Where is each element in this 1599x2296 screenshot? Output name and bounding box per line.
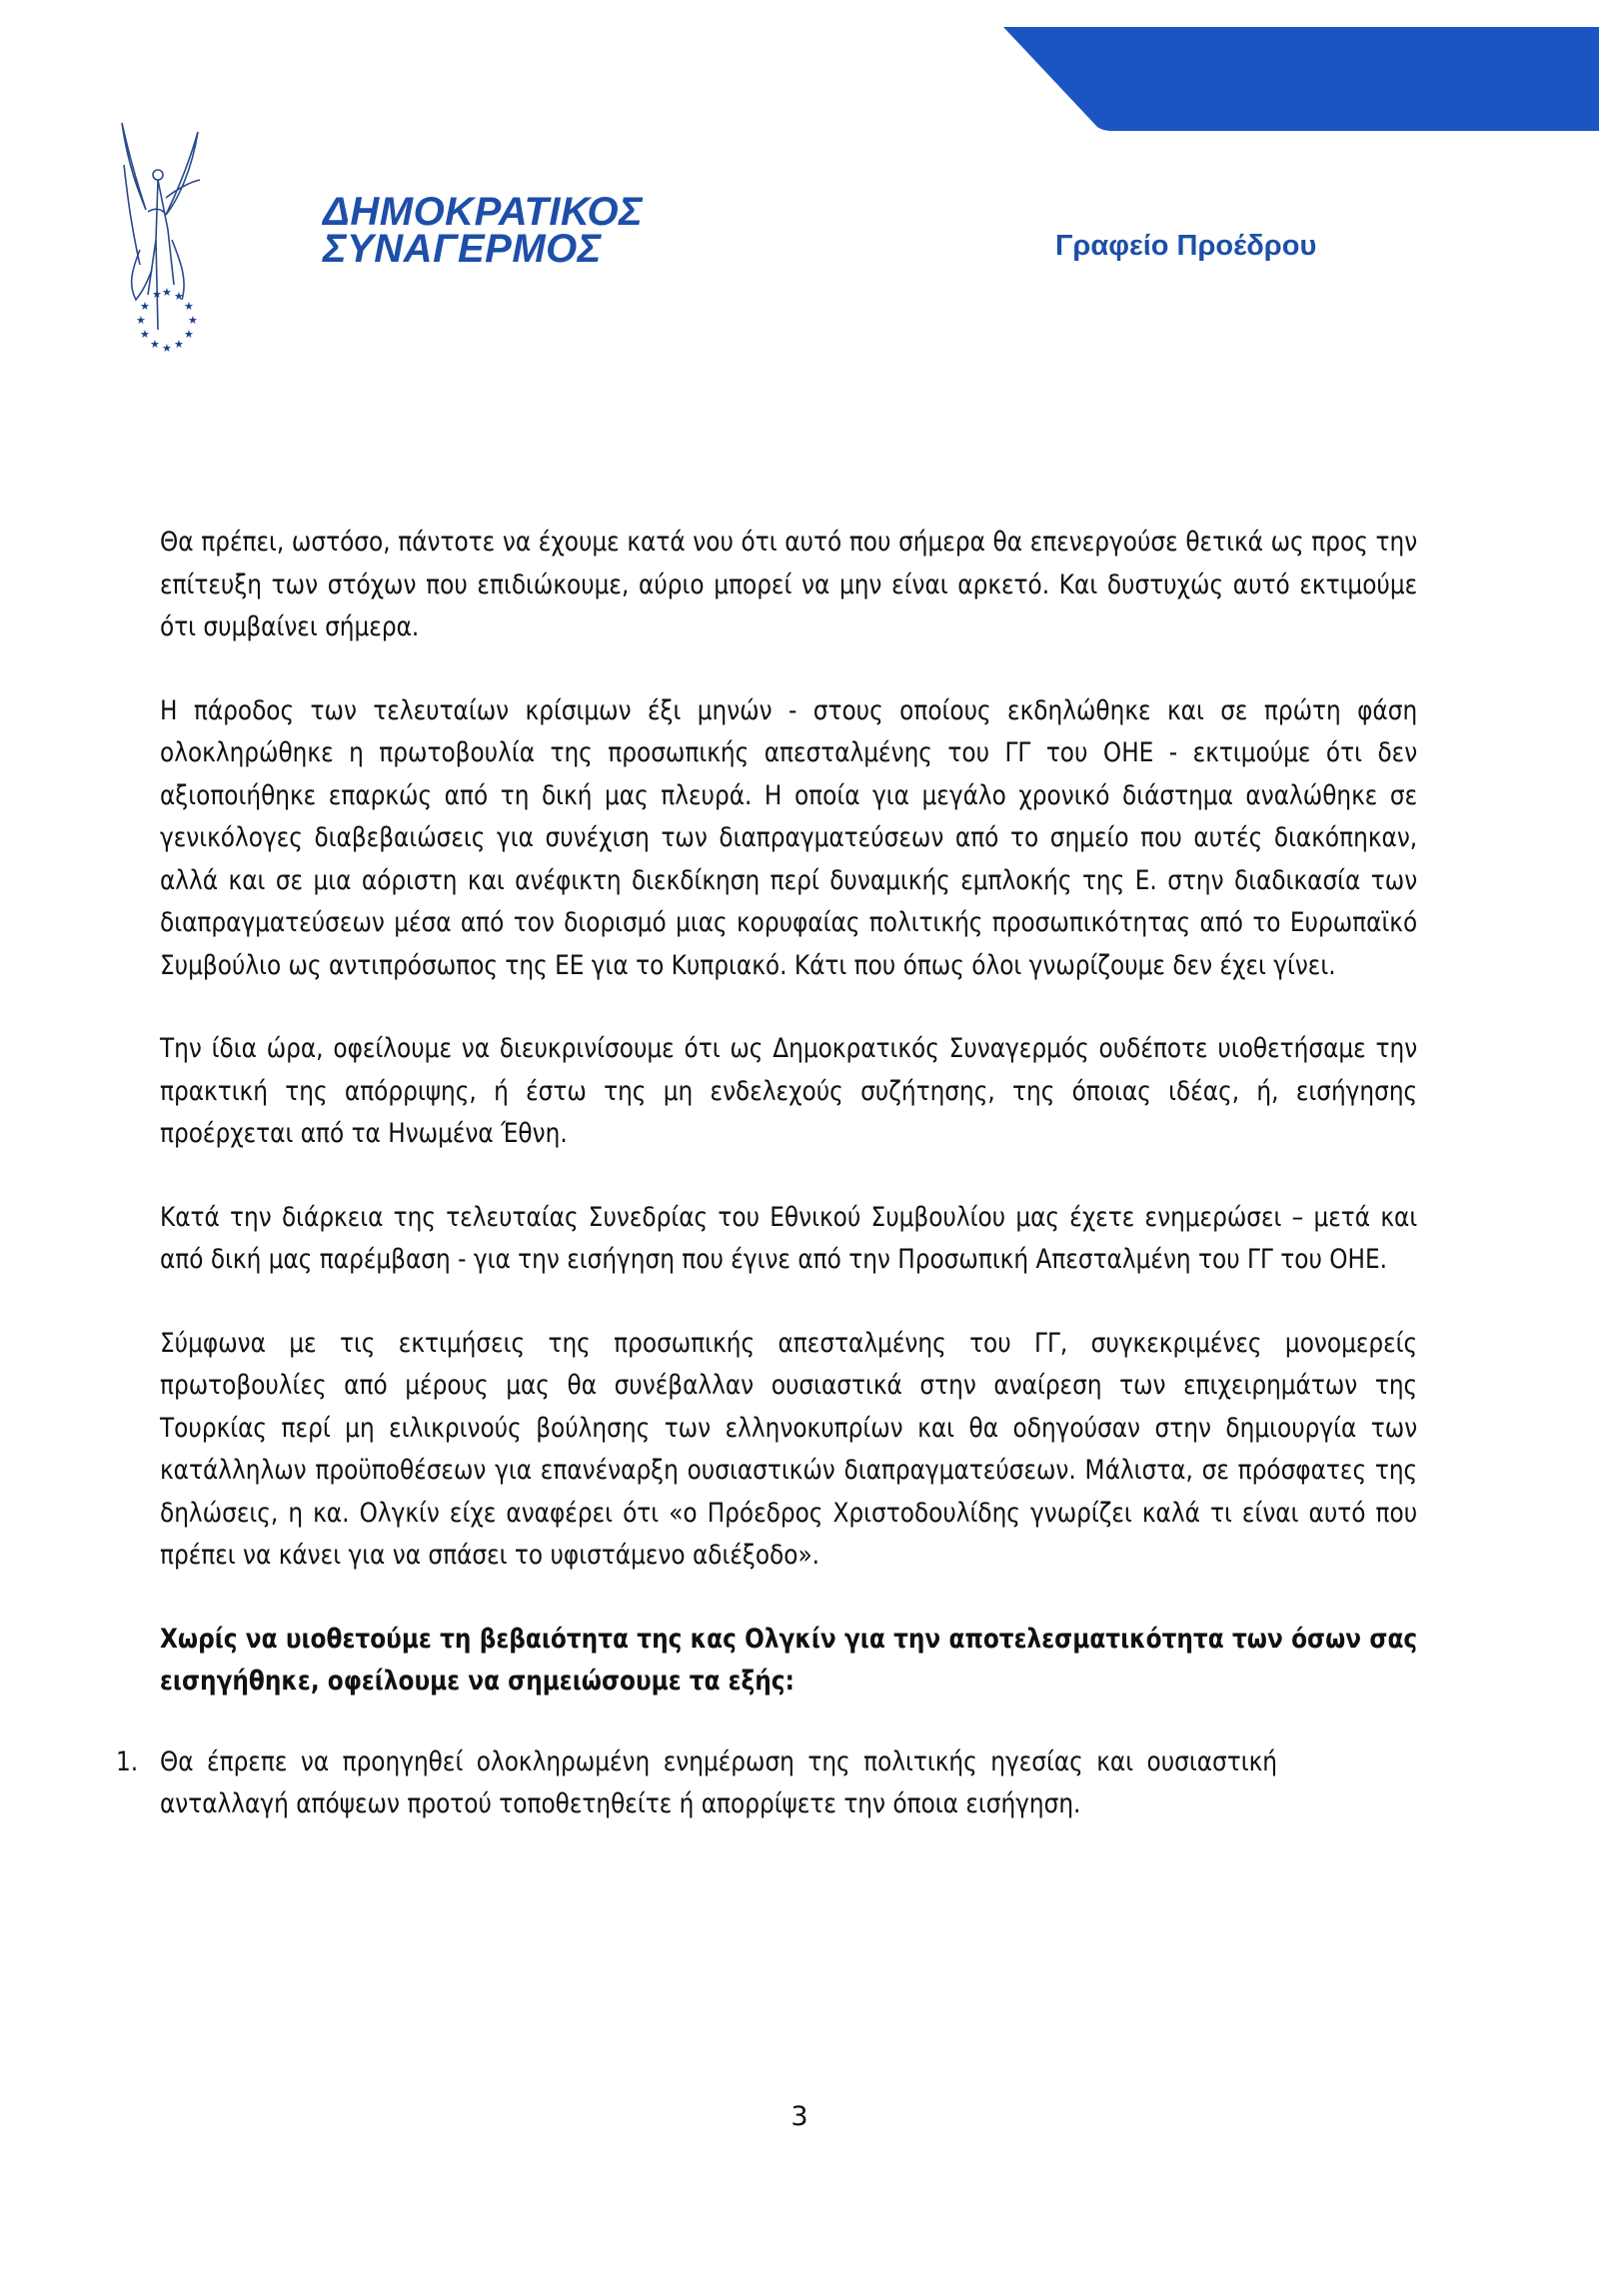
svg-text:★: ★ xyxy=(184,328,194,341)
svg-text:★: ★ xyxy=(188,314,198,327)
bold-heading-paragraph: Χωρίς να υιοθετούμε τη βεβαιότητα της κας Ολγκίν για την αποτελεσματικότητα των όσων σας εισηγήθηκε, οφείλουμε να σημειώσουμε τα εξής: xyxy=(160,1623,1418,1697)
svg-text:★: ★ xyxy=(174,290,184,303)
paragraph: Σύμφωνα με τις εκτιμήσεις της προσωπικής απεσταλμένης του ΓΓ, συγκεκριμένες μονομερείς πρωτοβουλίες από μέρους μας θα συνέβαλλαν ουσιαστικά στην αναίρεση των επιχειρημάτων της Τουρκίας περί μη ειλικρινούς βούλησης των ελληνοκυπρίων και θα οδηγούσαν στην δημιουργία των κατάλληλων προϋποθέσεων για επανέναρξη ουσιαστικών διαπραγματεύσεων. Μάλιστα, σε πρόσφατες της δηλώσεις, η κα. Ολγκίν είχε αναφέρει ότι «ο Πρόεδρος Χριστοδουλίδης γνωρίζει καλά τι είναι αυτό που πρέπει να κάνει για να σπάσει το υφιστάμενο αδιέξοδο». xyxy=(160,1327,1418,1571)
svg-text:★: ★ xyxy=(174,338,184,351)
paragraph: Κατά την διάρκεια της τελευταίας Συνεδρίας του Εθνικού Συμβουλίου μας έχετε ενημερώσει – μετά και από δική μας παρέμβαση - για την εισήγηση που έγινε από την Προσωπική Απεσταλμένη του ΓΓ του ΟΗΕ. xyxy=(160,1201,1418,1275)
svg-text:★: ★ xyxy=(140,328,150,341)
list-item-number: 1. xyxy=(116,1745,139,1777)
office-title: Γραφείο Προέδρου xyxy=(1055,230,1317,262)
paragraph: Η πάροδος των τελευταίων κρίσιμων έξι μηνών - στους οποίους εκδηλώθηκε και σε πρώτη φάση ολοκληρώθηκε η πρωτοβουλία της προσωπικής απεσταλμένης του ΓΓ του ΟΗΕ - εκτιμούμε ότι δεν αξιοποιήθηκε επαρκώς από τη δική μας πλευρά. Η οποία για μεγάλο χρονικό διάστημα αναλώθηκε σε γενικόλογες διαβεβαιώσεις για συνέχιση των διαπραγματεύσεων από το σημείο που αυτές διακόπηκαν, αλλά και σε μια αόριστη και ανέφικτη διεκδίκηση περί δυναμικής εμπλοκής της Ε. στην διαδικασία των διαπραγματεύσεων μέσα από τον διορισμό μιας κορυφαίας πολιτικής προσωπικότητας από το Ευρωπαϊκό Συμβούλιο ως αντιπρόσωπος της ΕΕ για το Κυπριακό. Κάτι που όπως όλοι γνωρίζουμε δεν έχει γίνει. xyxy=(160,694,1418,981)
party-name-line2: ΣΥΝΑΓΕΡΜΟΣ xyxy=(323,227,602,271)
svg-text:★: ★ xyxy=(162,342,172,355)
svg-text:★: ★ xyxy=(140,300,150,313)
party-name-line1: ΔΗΜΟΚΡΑΤΙΚΟΣ xyxy=(323,190,644,234)
winged-victory-logo-icon xyxy=(118,120,210,365)
paragraph: Την ίδια ώρα, οφείλουμε να διευκρινίσουμε ότι ως Δημοκρατικός Συναγερμός ουδέποτε υιοθετήσαμε την πρακτική της απόρριψης, ή έστω της μη ενδελεχούς συζήτησης, της όποιας ιδέας, ή, εισήγησης προέρχεται από τα Ηνωμένα Έθνη. xyxy=(160,1033,1418,1149)
list-item-text: Θα έπρεπε να προηγηθεί ολοκληρωμένη ενημέρωση της πολιτικής ηγεσίας και ουσιαστική ανταλλαγή απόψεων προτού τοποθετηθείτε ή απορρίψετε την όποια εισήγηση. xyxy=(160,1745,1277,1819)
svg-text:★: ★ xyxy=(184,300,194,313)
party-name xyxy=(323,190,644,271)
list-item xyxy=(20,1741,1417,1826)
svg-text:★: ★ xyxy=(162,286,172,299)
svg-text:★: ★ xyxy=(152,288,162,301)
header-banner xyxy=(1003,27,1599,131)
paragraph: Θα πρέπει, ωστόσο, πάντοτε να έχουμε κατά νου ότι αυτό που σήμερα θα επενεργούσε θετικά ως προς την επίτευξη των στόχων που επιδιώκουμε, αύριο μπορεί να μην είναι αρκετό. Και δυστυχώς αυτό εκτιμούμε ότι συμβαίνει σήμερα. xyxy=(160,527,1418,642)
numbered-list xyxy=(116,1741,1417,1826)
svg-text:★: ★ xyxy=(150,338,160,351)
svg-text:★: ★ xyxy=(136,314,146,327)
letter-body xyxy=(116,522,1418,1867)
page-number: 3 xyxy=(791,2101,808,2132)
